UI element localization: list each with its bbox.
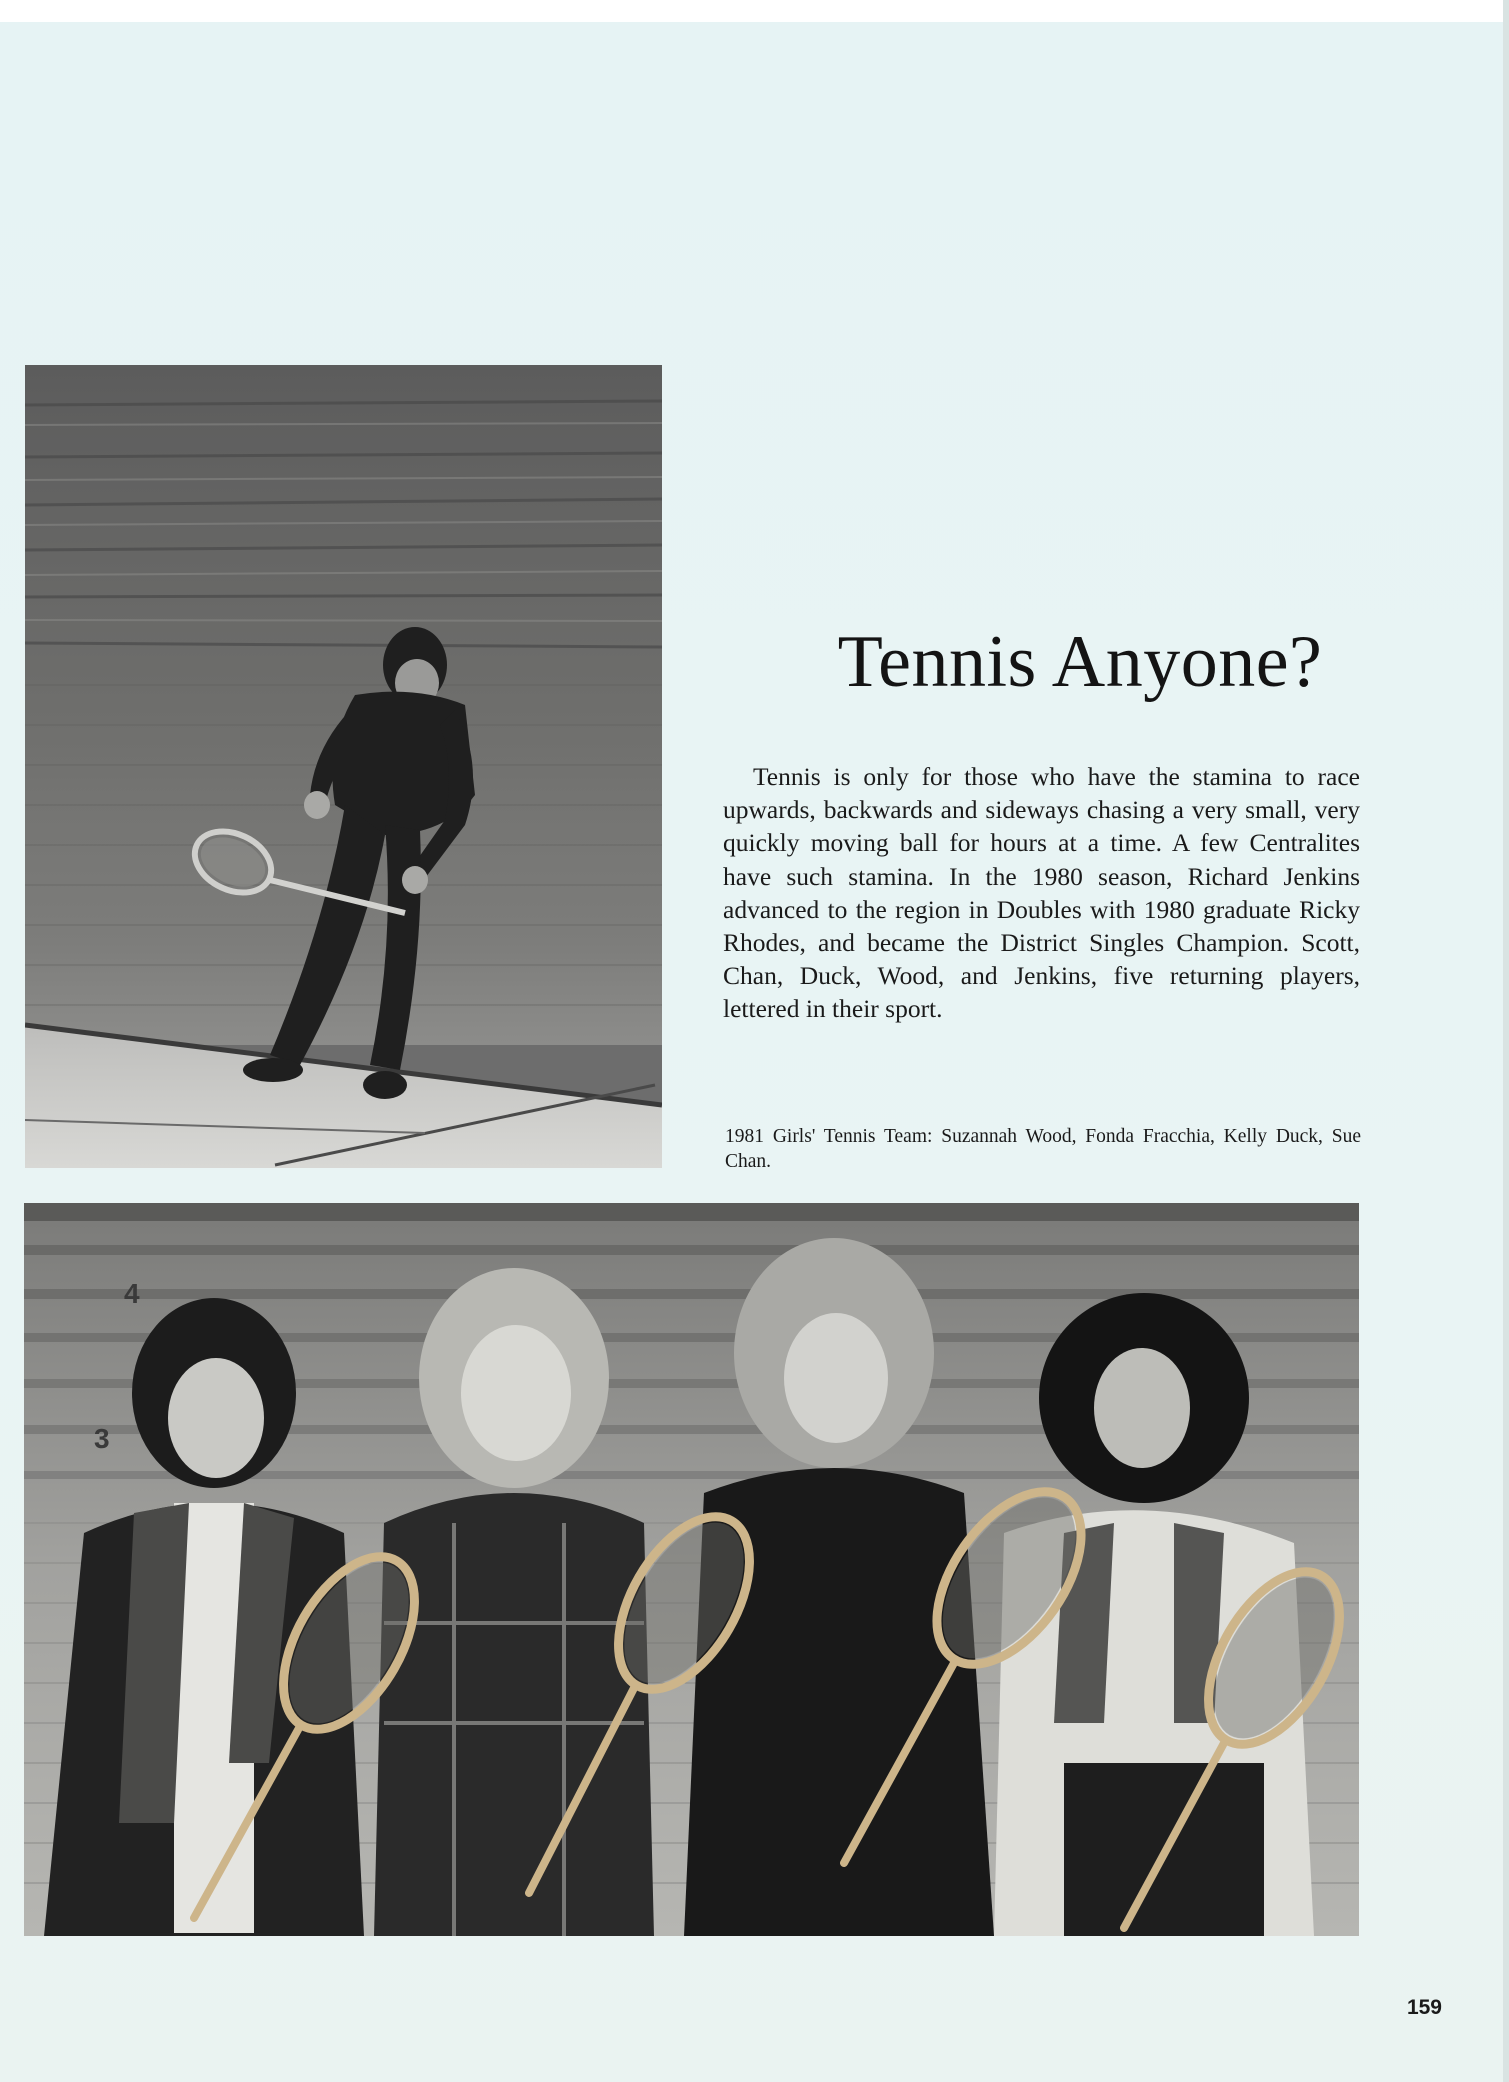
- article-title: Tennis Anyone?: [837, 621, 1323, 703]
- article-body: Tennis is only for those who have the stamina to race upwards, backwards and sideways chasing a very small, very quickly moving ball for hours at a time. A few Centralites have such stamina. In the 1980 season, Richard Jenkins advanced to the region in Doubles with 1980 graduate Ricky Rhodes, and became the District Singles Champion. Scott, Chan, Duck, Wood, and Jenkins, five returning players, lettered in their sport.: [723, 762, 1360, 1024]
- wall-number-4: 4: [124, 1278, 140, 1309]
- team-photo-drawing: [24, 1203, 1359, 1936]
- scan-margin-right: [1503, 0, 1509, 2082]
- photo-caption: 1981 Girls' Tennis Team: Suzannah Wood, Fonda Fracchia, Kelly Duck, Sue Chan.: [725, 1126, 1361, 1172]
- team-photo: [24, 1203, 1359, 1936]
- boy-tennis-photo-drawing: [25, 365, 662, 1168]
- wall-number-3: 3: [94, 1423, 110, 1454]
- scan-margin-top: [0, 0, 1509, 22]
- page-number: 159: [1406, 1996, 1442, 2019]
- boy-tennis-photo: [25, 365, 662, 1168]
